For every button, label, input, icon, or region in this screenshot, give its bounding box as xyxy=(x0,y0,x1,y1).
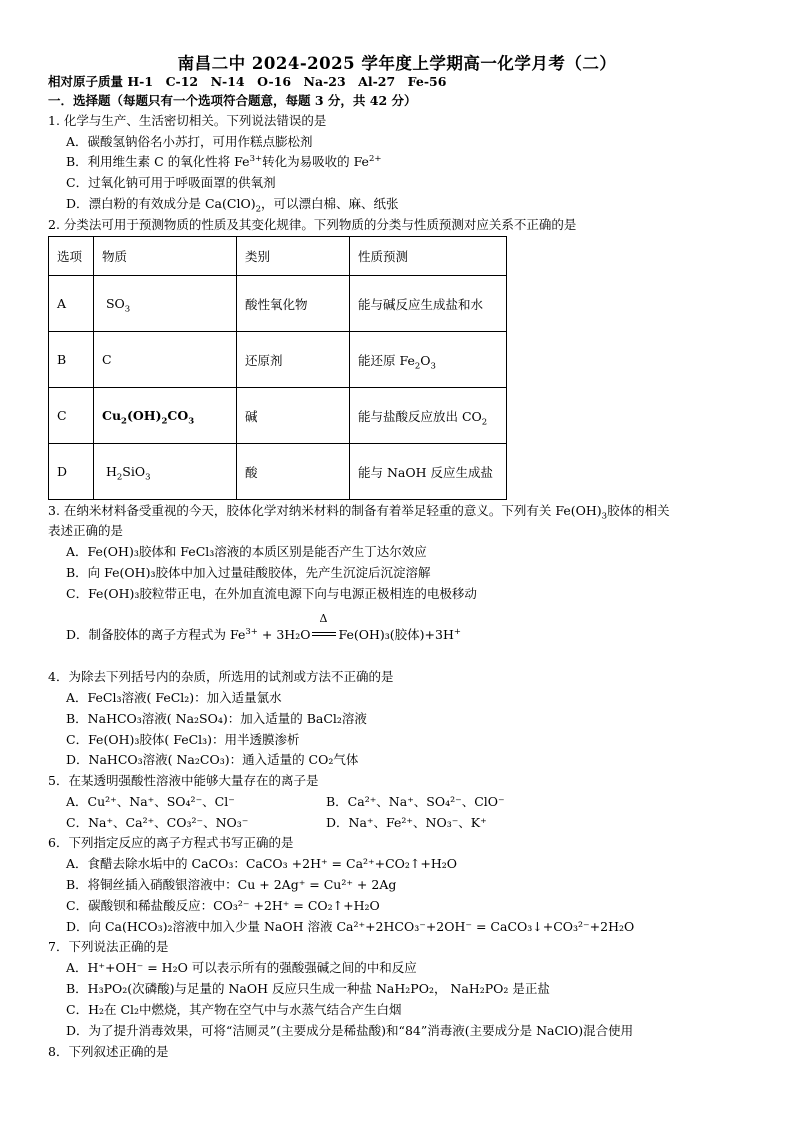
table-cell-category: 还原剂 xyxy=(237,332,350,388)
q3-stem-text-2: 胶体的相关 xyxy=(607,503,670,518)
q1-option-d-text-2: ，可以漂白棉、麻、纸张 xyxy=(261,196,399,211)
q3-option-a: A．Fe(OH)₃胶体和 FeCl₃溶液的本质区别是能否产生丁达尔效应 xyxy=(66,544,427,559)
table-cell-prediction: 能与 NaOH 反应生成盐 xyxy=(350,444,507,500)
q5-stem: 5．在某透明强酸性溶液中能够大量存在的离子是 xyxy=(48,773,319,788)
q6-stem: 6．下列指定反应的离子方程式书写正确的是 xyxy=(48,835,294,850)
q2-table xyxy=(48,236,507,500)
table-cell-option: B xyxy=(49,332,94,388)
table-cell-substance: $H_2SiO_3$ xyxy=(94,444,237,500)
table-cell-option: C xyxy=(49,388,94,444)
atomic-masses xyxy=(48,73,446,91)
table-row xyxy=(49,444,507,500)
q5-option-d: D．Na⁺、Fe²⁺、NO₃⁻、K⁺ xyxy=(326,815,487,830)
table-cell-prediction: 能与盐酸反应放出 $CO_2$ xyxy=(350,388,507,444)
q7-option-c: C．H₂在 Cl₂中燃烧，其产物在空气中与水蒸气结合产生白烟 xyxy=(66,1002,402,1017)
q4-option-b: B．NaHCO₃溶液( Na₂SO₄)：加入适量的 BaCl₂溶液 xyxy=(66,711,367,726)
q2-stem: 2. 分类法可用于预测物质的性质及其变化规律。下列物质的分类与性质预测对应关系不正确的是 xyxy=(48,217,577,232)
q7-stem: 7．下列说法正确的是 xyxy=(48,939,169,954)
q1-option-c: C．过氧化钠可用于呼吸面罩的供氧剂 xyxy=(66,175,276,190)
q3-option-c: C．Fe(OH)₃胶粒带正电，在外加直流电源下向与电源正极相连的电极移动 xyxy=(66,586,477,601)
q3-option-d-text-3: Fe(OH)₃(胶体)+3H xyxy=(338,627,454,642)
table-header: 类别 xyxy=(237,237,350,276)
q7-option-b: B．H₃PO₂(次磷酸)与足量的 NaOH 反应只生成一种盐 NaH₂PO₂， NaH₂PO₂ 是正盐 xyxy=(66,981,550,996)
table-cell-option: D xyxy=(49,444,94,500)
q3-stem-line-2: 表述正确的是 xyxy=(48,523,124,538)
table-cell-category: 碱 xyxy=(237,388,350,444)
table-cell-category: 酸 xyxy=(237,444,350,500)
q3-stem-text-1: 3. 在纳米材料备受重视的今天，胶体化学对纳米材料的制备有着举足轻重的意义。下列有关 Fe(OH) xyxy=(48,503,602,518)
q4-option-d: D．NaHCO₃溶液( Na₂CO₃)：通入适量的 CO₂气体 xyxy=(66,752,359,767)
q1-stem: 1. 化学与生产、生活密切相关。下列说法错误的是 xyxy=(48,113,327,128)
q3-option-d: D．制备胶体的离子方程式为 $Fe^{3+} + 3H_2O$ Δ Fe(OH)₃(胶体)+3H+ xyxy=(66,612,461,642)
q6-option-a: A．食醋去除水垢中的 CaCO₃：CaCO₃ +2H⁺ = Ca²⁺+CO₂↑+H₂O xyxy=(66,856,458,871)
q1-option-b: B．利用维生素 C 的氧化性将 $Fe^{3+}$转化为易吸收的 $Fe^{2+}$ xyxy=(66,153,382,169)
q3-option-b: B．向 Fe(OH)₃胶体中加入过量硅酸胶体，先产生沉淀后沉淀溶解 xyxy=(66,565,431,580)
q1-option-d-text-1: D．漂白粉的有效成分是 Ca(ClO) xyxy=(66,196,256,211)
exam-title: 南昌二中 2024-2025 学年度上学期高一化学月考（二） xyxy=(177,54,617,73)
q4-stem: 4．为除去下列括号内的杂质，所选用的试剂或方法不正确的是 xyxy=(48,669,394,684)
q7-option-d: D．为了提升消毒效果，可将“洁厕灵”(主要成分是稀盐酸)和“84”消毒液(主要成分是 NaClO)混合使用 xyxy=(66,1023,634,1038)
table-header: 选项 xyxy=(49,237,94,276)
atomic-masses-values: H-1 C-12 N-14 O-16 Na-23 Al-27 Fe-56 xyxy=(127,74,447,89)
q6-option-d: D．向 Ca(HCO₃)₂溶液中加入少量 NaOH 溶液 Ca²⁺+2HCO₃⁻+2OH⁻ = CaCO₃↓+CO₃²⁻+2H₂O xyxy=(66,919,635,934)
table-cell-prediction: 能还原 $Fe_2O_3$ xyxy=(350,332,507,388)
section-heading: 一．选择题（每题只有一个选项符合题意，每题 3 分，共 42 分） xyxy=(48,93,417,108)
q4-option-a: A．FeCl₃溶液( FeCl₂)：加入适量氯水 xyxy=(66,690,282,705)
table-cell-substance: $Cu_2(OH)_2CO_3$ xyxy=(94,388,237,444)
table-cell-option: A xyxy=(49,276,94,332)
q5-option-c: C．Na⁺、Ca²⁺、CO₃²⁻、NO₃⁻ xyxy=(66,815,249,830)
heat-symbol: Δ xyxy=(319,612,328,625)
table-cell-substance: $SO_3$ xyxy=(94,276,237,332)
table-cell-substance: C xyxy=(94,332,237,388)
prediction-text: 能与盐酸反应放出 CO xyxy=(358,408,482,424)
equals-bars xyxy=(312,632,336,636)
q1-option-a: A．碳酸氢钠俗名小苏打，可用作糕点膨松剂 xyxy=(66,134,313,149)
prediction-text: 能还原 Fe xyxy=(358,352,415,368)
q4-option-c: C．Fe(OH)₃胶体( FeCl₃)：用半透膜渗析 xyxy=(66,732,300,747)
q1-option-b-text-1: B．利用维生素 C 的氧化性将 Fe xyxy=(66,154,250,169)
table-row xyxy=(49,332,507,388)
q6-option-b: B．将铜丝插入硝酸银溶液中：Cu + 2Ag⁺ = Cu²⁺ + 2Ag xyxy=(66,877,397,892)
q8-stem: 8．下列叙述正确的是 xyxy=(48,1044,169,1059)
q5-option-a: A．Cu²⁺、Na⁺、SO₄²⁻、Cl⁻ xyxy=(66,794,235,809)
q3-option-d-text-2: + 3H₂O xyxy=(257,627,311,642)
q7-option-a: A．H⁺+OH⁻ = H₂O 可以表示所有的强酸强碱之间的中和反应 xyxy=(66,960,417,975)
table-header: 物质 xyxy=(94,237,237,276)
table-cell-prediction: 能与碱反应生成盐和水 xyxy=(350,276,507,332)
table-header: 性质预测 xyxy=(350,237,507,276)
table-row xyxy=(49,276,507,332)
q5-option-b: B．Ca²⁺、Na⁺、SO₄²⁻、ClO⁻ xyxy=(326,794,505,809)
q1-option-b-text-2: 转化为易吸收的 Fe xyxy=(262,154,369,169)
table-cell-category: 酸性氧化物 xyxy=(237,276,350,332)
table-header-row xyxy=(49,237,507,276)
q3-stem-line-1: 3. 在纳米材料备受重视的今天，胶体化学对纳米材料的制备有着举足轻重的意义。下列有关 $Fe(OH)_3$胶体的相关 xyxy=(48,503,670,522)
q3-option-d-text-1: D．制备胶体的离子方程式为 Fe xyxy=(66,627,246,642)
q6-option-c: C．碳酸钡和稀盐酸反应：CO₃²⁻ +2H⁺ = CO₂↑+H₂O xyxy=(66,898,380,913)
q1-option-d: D．漂白粉的有效成分是 $Ca(ClO)_2$，可以漂白棉、麻、纸张 xyxy=(66,196,399,215)
heat-equals-sign xyxy=(310,612,338,644)
table-row xyxy=(49,388,507,444)
atomic-masses-label: 相对原子质量 xyxy=(48,74,124,89)
